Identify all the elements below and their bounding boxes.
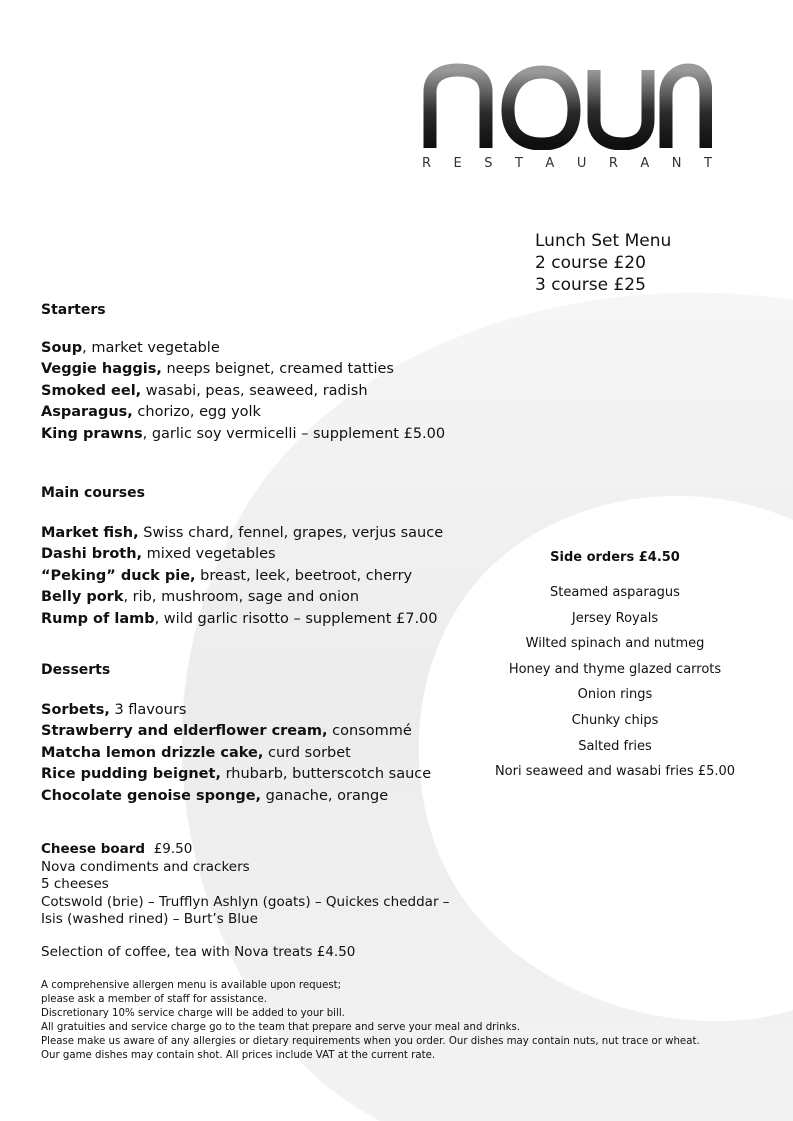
dish-desc: 3 flavours bbox=[109, 702, 187, 719]
logo-letter: E bbox=[453, 156, 462, 171]
dish-desc: curd sorbet bbox=[263, 744, 351, 761]
dish-item bbox=[41, 381, 461, 402]
section-title-mains: Main courses bbox=[41, 485, 145, 502]
side-orders bbox=[470, 548, 760, 785]
logo-subtitle bbox=[422, 156, 712, 171]
logo-letter: A bbox=[640, 156, 650, 171]
side-item: Wilted spinach and nutmeg bbox=[525, 636, 705, 652]
lunch-title: Lunch Set Menu bbox=[535, 231, 672, 251]
lunch-set-menu bbox=[535, 230, 671, 296]
cheese-line: Isis (washed rined) – Burt’s Blue bbox=[41, 911, 258, 927]
dish-item bbox=[41, 402, 461, 423]
fine-print-line: Discretionary 10% service charge will be added to your bill. bbox=[41, 1008, 345, 1019]
logo-letter: R bbox=[608, 156, 618, 171]
cheese-line: Cotswold (brie) – Trufflyn Ashlyn (goats) – Quickes cheddar – bbox=[41, 893, 450, 910]
dish-item bbox=[41, 587, 461, 608]
cheese-line: 5 cheeses bbox=[41, 876, 109, 892]
dish-name: Soup bbox=[41, 340, 83, 356]
dish-item bbox=[41, 700, 461, 721]
dish-name: Sorbets, bbox=[41, 702, 110, 719]
side-item: Jersey Royals bbox=[571, 610, 659, 626]
section-title-starters: Starters bbox=[41, 302, 106, 318]
logo-letter: A bbox=[545, 156, 555, 171]
dish-desc: Swiss chard, fennel, grapes, verjus sauce bbox=[138, 525, 444, 542]
dish-desc: consommé bbox=[327, 723, 412, 740]
dish-desc: chorizo, egg yolk bbox=[132, 404, 261, 421]
dish-name: Dashi broth, bbox=[41, 546, 143, 563]
dish-name: Asparagus, bbox=[41, 404, 133, 421]
dish-desc: , garlic soy vermicelli – supplement £5.00 bbox=[142, 425, 446, 442]
coffee-line: Selection of coffee, tea with Nova treats £4.50 bbox=[41, 944, 356, 960]
dish-name: Chocolate genoise sponge, bbox=[41, 787, 262, 804]
dish-item bbox=[41, 721, 461, 742]
nova-wordmark bbox=[422, 62, 712, 150]
logo-letter: N bbox=[671, 156, 682, 171]
dish-item bbox=[41, 566, 461, 587]
dish-item bbox=[41, 359, 461, 380]
dish-desc: , market vegetable bbox=[82, 340, 220, 356]
dish-name: Veggie haggis, bbox=[41, 361, 162, 378]
logo-letter: T bbox=[514, 156, 523, 171]
dish-desc: ganache, orange bbox=[261, 787, 389, 804]
section-title-desserts: Desserts bbox=[41, 662, 111, 679]
desserts-section bbox=[41, 660, 461, 807]
dish-item bbox=[41, 523, 461, 544]
dish-item bbox=[41, 424, 461, 445]
fine-print-line: Our game dishes may contain shot. All prices include VAT at the current rate. bbox=[41, 1050, 436, 1061]
dish-name: King prawns bbox=[41, 425, 143, 442]
cheese-title: Cheese board bbox=[41, 841, 146, 857]
side-item: Honey and thyme glazed carrots bbox=[508, 661, 722, 677]
logo-letter: U bbox=[576, 156, 587, 171]
logo-letter: T bbox=[703, 156, 712, 171]
cheese-line: Nova condiments and crackers bbox=[41, 858, 250, 875]
dish-name: Belly pork bbox=[41, 589, 124, 606]
menu-courses bbox=[41, 300, 461, 807]
dish-desc: , wild garlic risotto – supplement £7.00 bbox=[154, 610, 438, 627]
side-item: Salted fries bbox=[578, 738, 652, 754]
logo-letter: S bbox=[484, 156, 493, 171]
side-item: Steamed asparagus bbox=[550, 585, 680, 600]
dish-item bbox=[41, 786, 461, 807]
dish-name: Market fish, bbox=[41, 525, 139, 542]
dish-name: Smoked eel, bbox=[41, 382, 142, 399]
side-item: Onion rings bbox=[577, 687, 653, 703]
dish-desc: neeps beignet, creamed tatties bbox=[161, 361, 394, 378]
two-course-price: 2 course £20 bbox=[535, 253, 646, 273]
starters-section bbox=[41, 300, 461, 445]
fine-print-line: All gratuities and service charge go to the team that prepare and serve your meal and drinks. bbox=[41, 1022, 521, 1033]
three-course-price: 3 course £25 bbox=[535, 275, 646, 295]
dish-desc: rhubarb, butterscotch sauce bbox=[220, 766, 432, 783]
restaurant-logo bbox=[422, 62, 712, 182]
dish-desc: wasabi, peas, seaweed, radish bbox=[141, 382, 368, 399]
dish-item bbox=[41, 609, 461, 630]
side-item: Nori seaweed and wasabi fries £5.00 bbox=[494, 764, 736, 780]
dish-desc: , rib, mushroom, sage and onion bbox=[123, 589, 360, 606]
cheese-board bbox=[41, 841, 450, 929]
mains-section bbox=[41, 483, 461, 630]
fine-print bbox=[41, 979, 700, 1063]
dish-name: “Peking” duck pie, bbox=[41, 567, 196, 584]
dish-name: Rump of lamb bbox=[41, 610, 155, 627]
cheese-price: £9.50 bbox=[153, 841, 193, 857]
dish-desc: breast, leek, beetroot, cherry bbox=[195, 567, 413, 584]
fine-print-line: please ask a member of staff for assistance. bbox=[41, 994, 267, 1005]
cheese-title-line bbox=[41, 841, 450, 859]
dish-item bbox=[41, 764, 461, 785]
side-item: Chunky chips bbox=[571, 712, 659, 728]
dish-item bbox=[41, 338, 461, 359]
side-orders-title: Side orders £4.50 bbox=[550, 550, 680, 565]
logo-letter: R bbox=[422, 156, 432, 171]
dish-name: Strawberry and elderflower cream, bbox=[41, 723, 328, 740]
dish-name: Rice pudding beignet, bbox=[41, 766, 221, 783]
fine-print-line: A comprehensive allergen menu is available upon request; bbox=[41, 980, 342, 991]
dish-item bbox=[41, 743, 461, 764]
dish-desc: mixed vegetables bbox=[142, 546, 276, 563]
dish-item bbox=[41, 544, 461, 565]
dish-name: Matcha lemon drizzle cake, bbox=[41, 744, 264, 761]
fine-print-line: Please make us aware of any allergies or dietary requirements when you order. Our dishes may contain nuts, nut trace or wheat. bbox=[41, 1036, 700, 1047]
